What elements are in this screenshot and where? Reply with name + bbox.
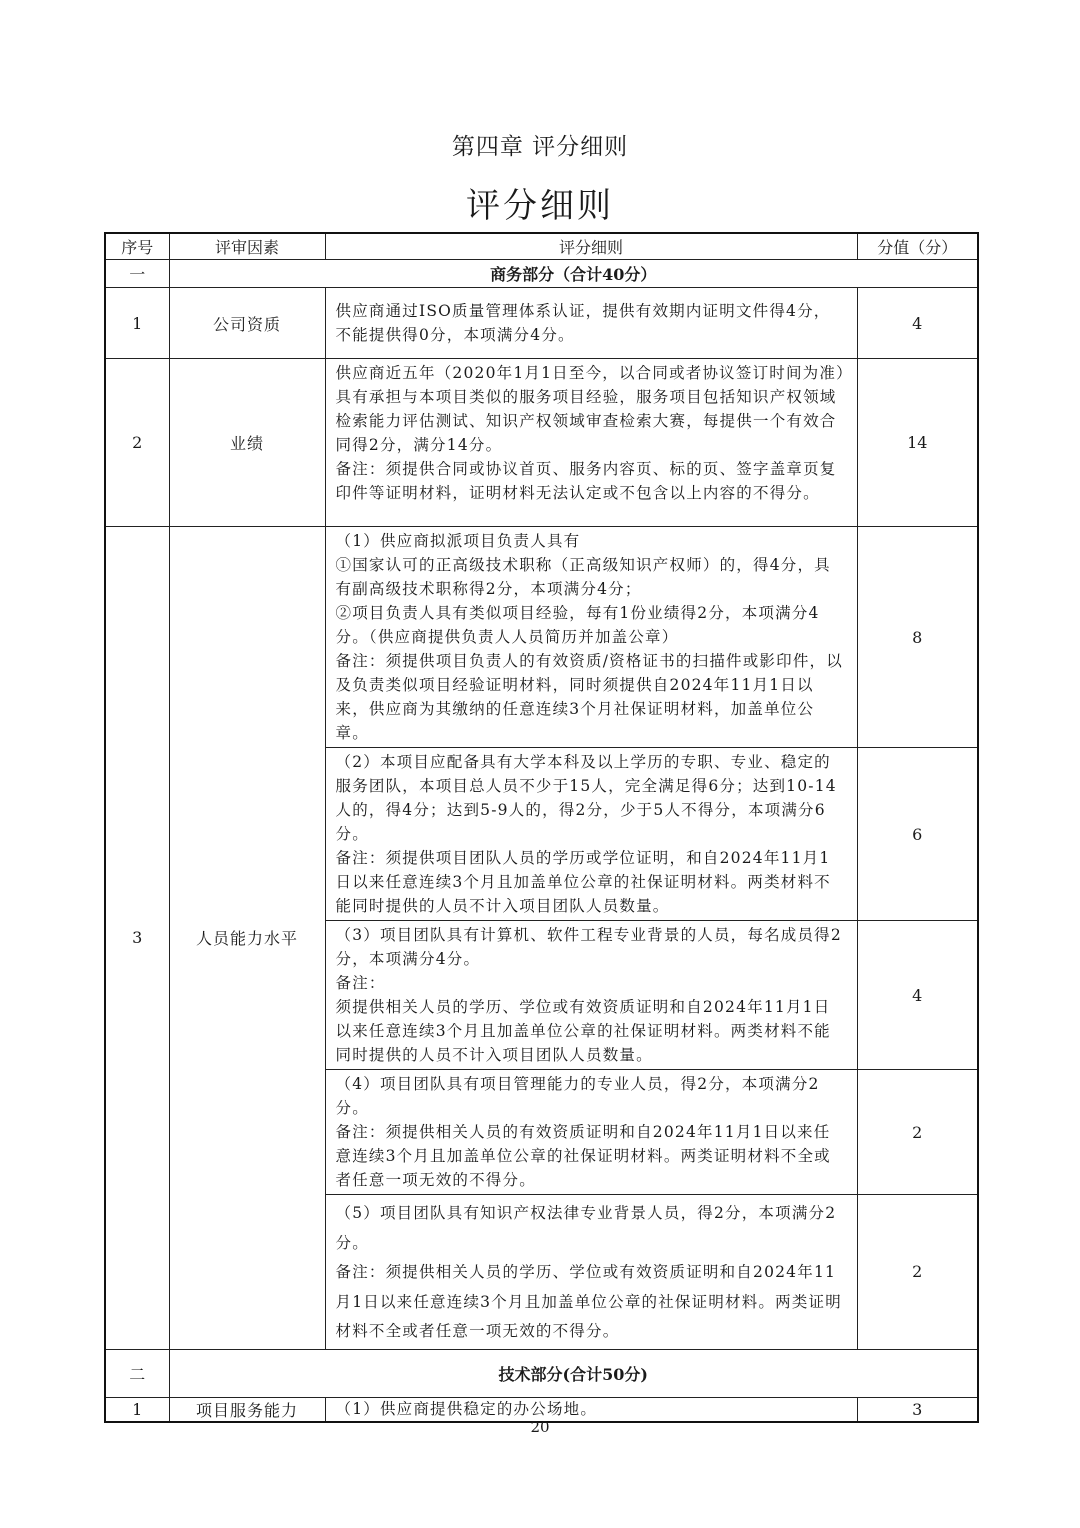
row-factor: 业绩 — [169, 359, 325, 527]
section-seq: 二 — [105, 1349, 169, 1397]
row-value: 4 — [857, 921, 978, 1070]
row-criteria: （1）供应商拟派项目负责人具有 ①国家认可的正高级技术职称（正高级知识产权师）的，得4分，具有副高级技术职称得2分，本项满分4分； ②项目负责人具有类似项目经验，每有1份业绩得2分，本项满分4分。（供应商提供负责人人员简历并加盖公章） 备注：须提供项目负责人的有效资质/资格证书的扫描件或影印件，以及负责类似项目经验证明材料，同时须提供自2024年11月1日以来，供应商为其缴纳的任意连续3个月社保证明材料，加盖单位公章。 — [325, 527, 857, 748]
header-value: 分值（分） — [857, 233, 978, 260]
row-value: 2 — [857, 1070, 978, 1195]
row-criteria: （2）本项目应配备具有大学本科及以上学历的专职、专业、稳定的服务团队，本项目总人员不少于15人，完全满足得6分；达到10-14人的，得4分；达到5-9人的，得2分，少于5人不得分，本项满分6分。 备注：须提供项目团队人员的学历或学位证明，和自2024年11月1日以来任意连续3个月且加盖单位公章的社保证明材料。两类材料不能同时提供的人员不计入项目团队人员数量。 — [325, 748, 857, 921]
row-factor: 人员能力水平 — [169, 527, 325, 1350]
row-value: 14 — [857, 359, 978, 527]
table-row — [105, 527, 978, 748]
header-seq: 序号 — [105, 233, 169, 260]
section-row-technical — [105, 1349, 978, 1397]
row-seq: 2 — [105, 359, 169, 527]
section-title: 商务部分（合计40分） — [169, 260, 978, 288]
row-seq: 1 — [105, 1397, 169, 1422]
section-seq: 一 — [105, 260, 169, 288]
row-seq: 3 — [105, 527, 169, 1350]
page-number: 20 — [530, 1418, 550, 1436]
row-criteria: 供应商通过ISO质量管理体系认证，提供有效期内证明文件得4分，不能提供得0分，本项满分4分。 — [325, 288, 857, 359]
row-value: 3 — [857, 1397, 978, 1422]
header-factor: 评审因素 — [169, 233, 325, 260]
section-row-business — [105, 260, 978, 288]
row-criteria: 供应商近五年（2020年1月1日至今，以合同或者协议签订时间为准）具有承担与本项目类似的服务项目经验，服务项目包括知识产权领域检索能力评估测试、知识产权领域审查检索大赛，每提供一个有效合同得2分，满分14分。 备注：须提供合同或协议首页、服务内容页、标的页、签字盖章页复印件等证明材料，证明材料无法认定或不包含以上内容的不得分。 — [325, 359, 857, 527]
row-value: 2 — [857, 1195, 978, 1350]
header-criteria: 评分细则 — [325, 233, 857, 260]
row-value: 4 — [857, 288, 978, 359]
row-criteria: （1）供应商提供稳定的办公场地。 — [325, 1397, 857, 1422]
row-value: 6 — [857, 748, 978, 921]
table-row — [105, 359, 978, 527]
row-criteria: （5）项目团队具有知识产权法律专业背景人员，得2分，本项满分2分。 备注：须提供相关人员的学历、学位或有效资质证明和自2024年11月1日以来任意连续3个月且加盖单位公章的社保证明材料。两类证明材料不全或者任意一项无效的不得分。 — [325, 1195, 857, 1350]
scoring-table — [104, 232, 979, 1423]
table-header-row — [105, 233, 978, 260]
document-title: 评分细则 — [466, 186, 614, 226]
row-criteria: （4）项目团队具有项目管理能力的专业人员，得2分，本项满分2分。 备注：须提供相关人员的有效资质证明和自2024年11月1日以来任意连续3个月且加盖单位公章的社保证明材料。两类证明材料不全或者任意一项无效的不得分。 — [325, 1070, 857, 1195]
chapter-title: 第四章 评分细则 — [451, 134, 629, 160]
row-seq: 1 — [105, 288, 169, 359]
row-value: 8 — [857, 527, 978, 748]
table-row — [105, 288, 978, 359]
row-criteria: （3）项目团队具有计算机、软件工程专业背景的人员，每名成员得2分，本项满分4分。 备注： 须提供相关人员的学历、学位或有效资质证明和自2024年11月1日以来任意连续3个月且加盖单位公章的社保证明材料。两类材料不能同时提供的人员不计入项目团队人员数量。 — [325, 921, 857, 1070]
row-factor: 项目服务能力 — [169, 1397, 325, 1422]
section-title: 技术部分(合计50分) — [169, 1349, 978, 1397]
row-factor: 公司资质 — [169, 288, 325, 359]
